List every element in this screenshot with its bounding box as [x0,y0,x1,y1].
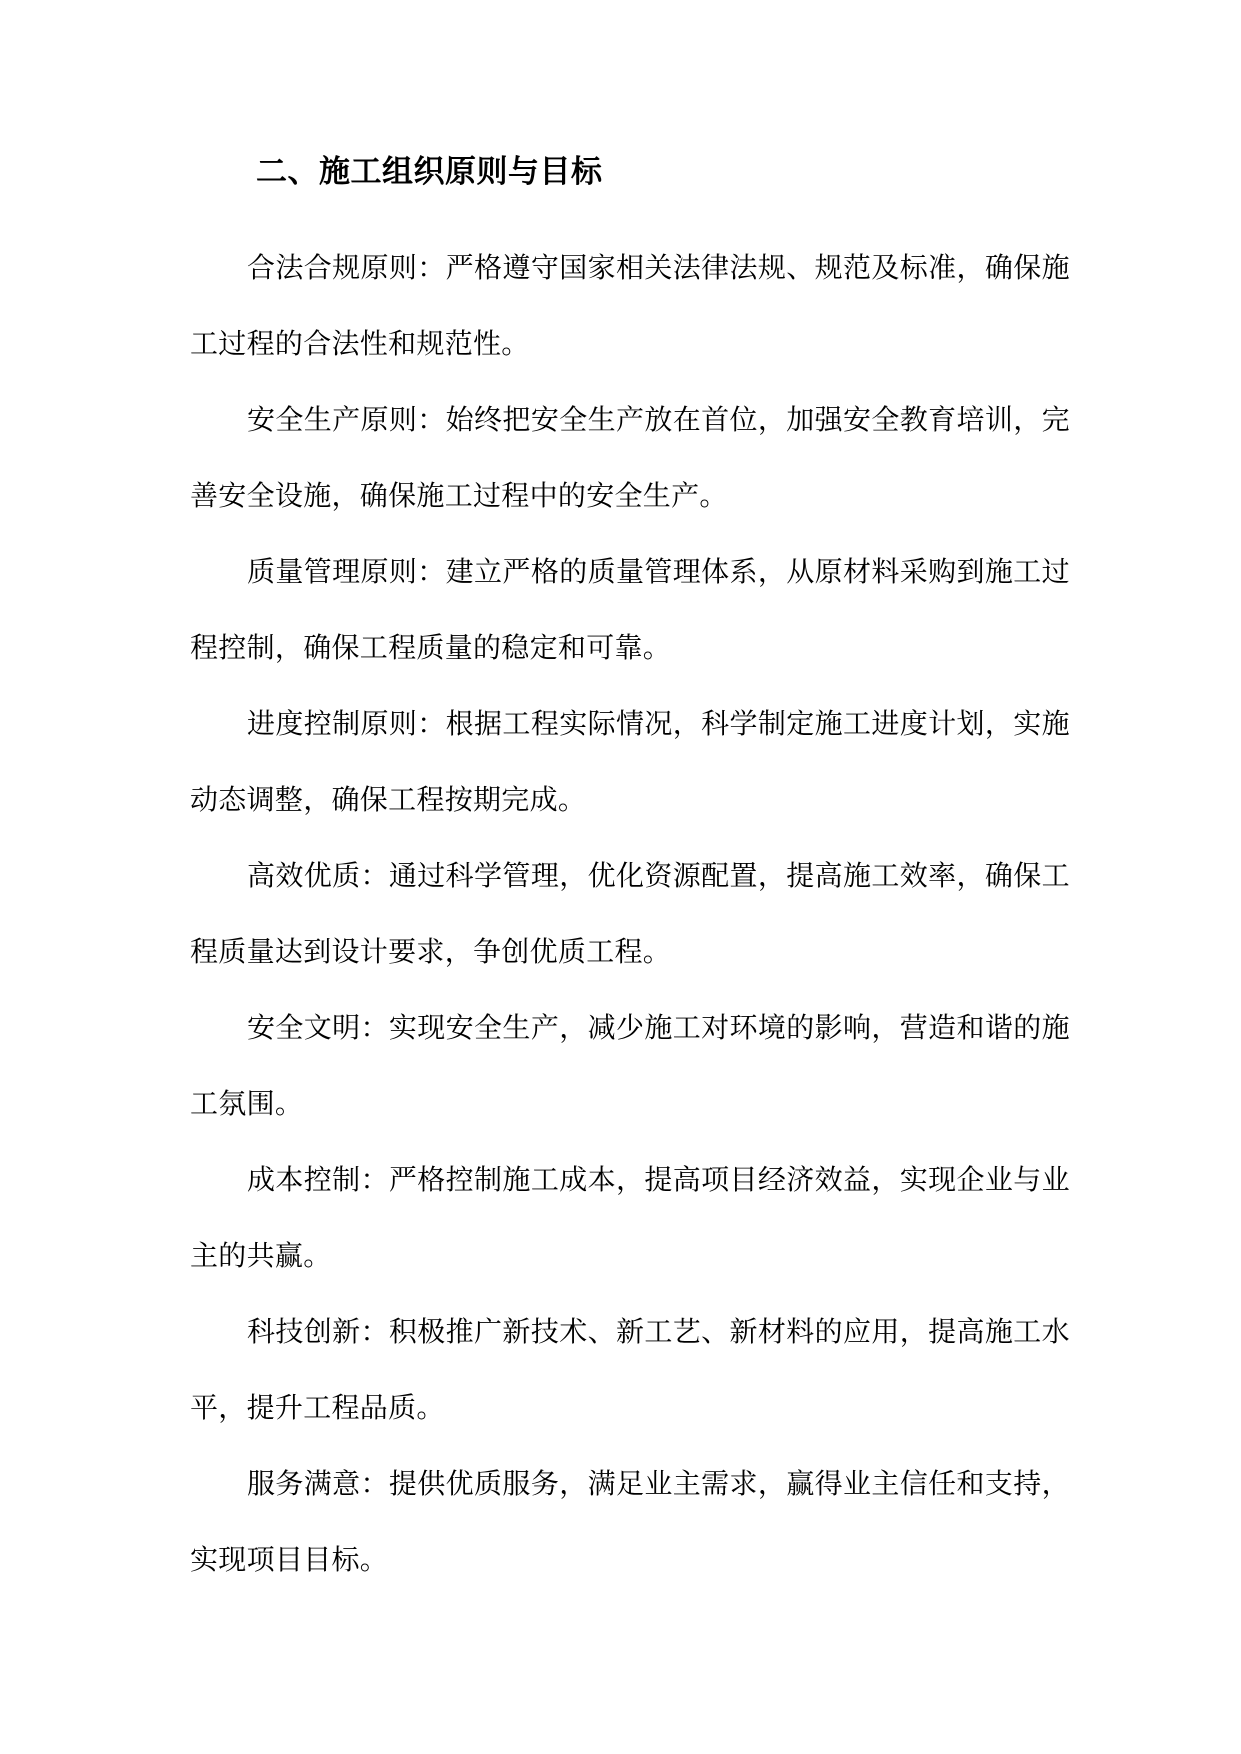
paragraph-safety-production: 安全生产原则：始终把安全生产放在首位，加强安全教育培训，完善安全设施，确保施工过程中的安全生产。 [190,403,1070,512]
paragraph-service-satisfaction: 服务满意：提供优质服务，满足业主需求，赢得业主信任和支持，实现项目目标。 [190,1467,1070,1576]
paragraph-quality-management: 质量管理原则：建立严格的质量管理体系，从原材料采购到施工过程控制，确保工程质量的稳定和可靠。 [190,555,1070,664]
paragraph-tech-innovation: 科技创新：积极推广新技术、新工艺、新材料的应用，提高施工水平，提升工程品质。 [190,1315,1070,1424]
paragraph-safe-civilized: 安全文明：实现安全生产，减少施工对环境的影响，营造和谐的施工氛围。 [190,1011,1070,1120]
section-heading: 二、施工组织原则与目标 [256,154,603,190]
paragraph-high-efficiency: 高效优质：通过科学管理，优化资源配置，提高施工效率，确保工程质量达到设计要求，争创优质工程。 [190,859,1070,968]
paragraph-schedule-control: 进度控制原则：根据工程实际情况，科学制定施工进度计划，实施动态调整，确保工程按期完成。 [190,707,1070,816]
paragraph-cost-control: 成本控制：严格控制施工成本，提高项目经济效益，实现企业与业主的共赢。 [190,1163,1070,1272]
paragraph-legal-compliance: 合法合规原则：严格遵守国家相关法律法规、规范及标准，确保施工过程的合法性和规范性。 [190,251,1070,360]
document-body [190,230,1070,1598]
